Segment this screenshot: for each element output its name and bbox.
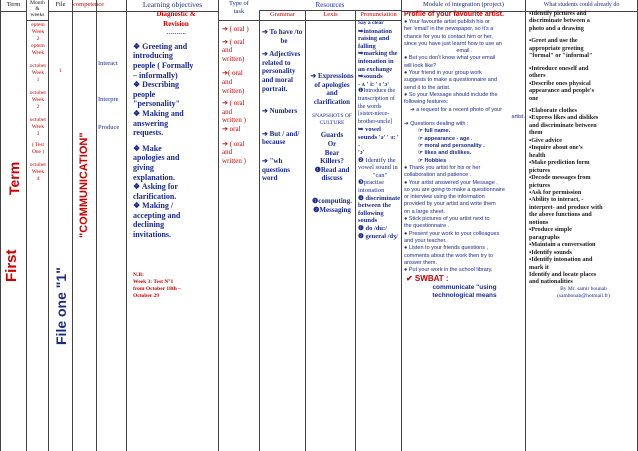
file-column <box>48 0 72 451</box>
student-line: ▪Decode messages from <box>529 174 591 182</box>
student-line: appearance and people's <box>529 87 594 95</box>
pron-line: - ʌ ' i: ' ɪ 'ɔ' <box>358 80 390 88</box>
month-column <box>26 0 48 451</box>
nb-from: from October 18th – <box>133 286 181 292</box>
grammar-line: portrait. <box>262 84 288 93</box>
student-line: ▪Maintain a conversation <box>529 241 596 249</box>
student-line: Identify and locate places <box>529 270 597 278</box>
student-line: ▪Describe ones physical <box>529 79 591 87</box>
student-line: pictures <box>529 181 551 189</box>
file-label: File one "1" <box>53 267 69 345</box>
lexis-list <box>308 72 356 214</box>
module-title: Profile of your favourite artist. <box>404 11 504 18</box>
task-column <box>218 0 259 451</box>
pron-line: ❶ do /du:/ <box>358 225 387 233</box>
objective-line: clarification. <box>133 191 177 201</box>
objective-line: ………. <box>166 30 186 37</box>
objective-line: people ( Formally <box>133 60 194 70</box>
module-swbat: ✔ SWBAT : <box>406 274 449 284</box>
task-line: ➔ ( oral ) <box>222 25 249 33</box>
month-amp: & <box>35 6 40 12</box>
week-line: Week <box>31 169 45 175</box>
student-line: ▪Greet and use the <box>529 37 578 45</box>
competence-label: "COMMUNICATION" <box>78 132 90 238</box>
module-line: ● Your artist answered your Message , <box>404 179 498 186</box>
students-column <box>525 0 638 451</box>
objective-line: Revision <box>163 19 189 28</box>
lexis-line: of apologies <box>314 80 350 89</box>
pronunciation-column <box>355 10 401 451</box>
student-line: "formal" or "informal" <box>529 52 593 60</box>
pron-line: ❸practise <box>358 179 385 187</box>
module-line: comments about the work then try to <box>404 252 493 259</box>
lexis-column <box>305 10 355 451</box>
student-line: one <box>529 94 539 102</box>
pron-line: sounds 'ə' ' ɜ: ' - <box>358 133 399 149</box>
pron-line: ➥intonation <box>358 27 392 35</box>
grammar-line: personality <box>262 67 296 76</box>
week-line: Week <box>31 124 45 130</box>
module-line: since you have just learnt how to use an <box>404 40 502 47</box>
competences-column <box>96 0 126 451</box>
student-line: the above functions and <box>529 211 592 219</box>
grammar-line: related to <box>262 58 291 67</box>
module-line: will look like? <box>404 62 437 69</box>
module-line: or interview using the information <box>404 194 485 201</box>
nb-note <box>133 272 217 300</box>
student-line: ▪Identify intonation and <box>529 256 593 264</box>
week-line: 2 <box>36 104 40 110</box>
module-column <box>401 0 525 451</box>
module-line: on a large sheet. <box>404 208 445 215</box>
objectives-list <box>133 10 219 240</box>
student-line: ▪Identify sounds <box>529 248 572 256</box>
objective-line: Diagnostic & <box>156 10 196 18</box>
student-line: discriminate between a <box>529 17 590 25</box>
grammar-line: word <box>262 174 278 183</box>
task-line: ➔ ( oral <box>222 99 245 108</box>
lexis-line: ❶Read and <box>314 165 350 174</box>
pron-line: vowel sound in <box>358 164 398 172</box>
objective-line: invitations. <box>133 230 172 240</box>
lexis-line: Or <box>327 139 337 148</box>
task-line: written) <box>222 86 245 95</box>
nb-test: Week 3: Test N°1 <box>133 279 174 285</box>
objective-line: "personality" <box>133 99 181 109</box>
objective-line: ❖ Make <box>133 143 162 153</box>
weeks-list <box>27 22 49 183</box>
student-line: and discriminate between <box>529 121 597 129</box>
lexis-line: ❷Messaging <box>313 205 351 214</box>
pron-line: between the <box>358 202 392 210</box>
grammar-line: ➔ To have /to <box>262 28 303 36</box>
module-body <box>404 11 525 300</box>
student-line: notions <box>529 218 549 226</box>
author-email: (sambonab@hotmail.fr) <box>557 293 610 300</box>
pron-line: ➥sounds <box>358 73 383 81</box>
objective-line: ❖ Describing <box>133 80 180 90</box>
pron-line: sounds <box>358 217 378 225</box>
module-line: so you are going to make a questionnaire <box>404 186 505 193</box>
objective-line: answering <box>133 118 169 128</box>
pron-line: [sister-niece- <box>358 111 390 118</box>
grammar-line: questions <box>262 165 291 174</box>
module-line: ➔ a request for a recent photo of your <box>410 106 503 113</box>
task-line: ➔ ( oral <box>222 37 245 46</box>
student-line: health <box>529 151 546 159</box>
student-line: photo and a drawing <box>529 24 584 32</box>
lexis-line: CULTURE <box>319 120 345 127</box>
month-header <box>27 0 48 21</box>
grammar-line: because <box>262 138 286 147</box>
file-header: File <box>49 0 72 12</box>
week-line: ( Test <box>31 142 45 148</box>
pron-line: "can" <box>372 171 388 179</box>
module-line: send it to the artist. <box>404 84 451 91</box>
task-title2: task <box>233 8 245 15</box>
week-line: 4 <box>36 176 40 182</box>
lexis-line: ➔ Expressions <box>310 72 354 80</box>
pron-line: falling <box>358 42 376 50</box>
week-line: 3 <box>36 131 40 137</box>
objective-line: ❖ Making / <box>133 201 174 211</box>
pronunciation-header: Pronunciation <box>356 10 401 21</box>
student-line: paragraphs <box>529 233 560 241</box>
module-line: ● So your Message should include the <box>404 91 498 98</box>
module-line: ☞ Hobbies <box>418 157 447 164</box>
task-line: written) <box>222 54 245 63</box>
lexis-line: ❶computing. <box>312 196 352 205</box>
lexis-line: discuss <box>321 174 343 183</box>
objective-line: apologies and <box>133 153 180 163</box>
pron-line: the words <box>358 103 382 110</box>
grammar-line: and moral <box>262 75 293 84</box>
objectives-header: Learning objectives <box>127 0 218 12</box>
week-line: Week <box>31 50 45 56</box>
student-line: and nationalities <box>529 278 573 286</box>
pron-line: ➥marking the <box>358 50 398 58</box>
task-line: and <box>222 148 233 157</box>
week-line: october <box>29 162 47 168</box>
lexis-line: and <box>326 89 338 98</box>
module-line: ☞ appearance - age . <box>418 135 473 142</box>
grammar-line: ➔ Numbers <box>262 107 298 116</box>
task-line: written ) <box>222 156 246 165</box>
pron-line: raising and <box>358 35 390 43</box>
term-label: First <box>3 249 20 282</box>
module-line: ➔ Questions dealing with : <box>404 121 469 128</box>
competence-header: competence <box>73 0 96 12</box>
week-line: 1 <box>36 77 40 83</box>
objective-line: explanation. <box>133 172 176 182</box>
module-line: artist. <box>511 113 525 120</box>
month-weeks: weeks <box>30 12 45 18</box>
week-line: Week <box>31 29 45 35</box>
week-line: eptem <box>31 22 45 28</box>
month-title: Month <box>30 0 45 6</box>
term-header: Term <box>1 0 26 12</box>
grammar-line: ➔ Adjectives <box>262 50 301 59</box>
student-line: mark it <box>529 263 549 271</box>
task-list <box>222 25 260 165</box>
module-line: email . <box>456 48 473 55</box>
student-line: interpret- and produce with <box>529 203 603 211</box>
pron-line: an exchange <box>358 65 393 73</box>
author-line: By Mr. samir bounab <box>560 285 607 292</box>
grammar-column <box>259 10 305 451</box>
pron-line: transcription of <box>358 95 395 102</box>
competence-interpret: Interpre <box>98 96 119 103</box>
module-header: Module of integration (project) <box>402 0 525 12</box>
module-line: ● Present your work to your colleagues <box>404 230 500 237</box>
nb-title: N.B: <box>133 272 144 278</box>
objectives-column <box>126 0 218 451</box>
module-line: ● But you don't know what your email <box>404 55 496 62</box>
week-line: october <box>29 63 47 69</box>
lexis-line: SNAPSHOTS OF <box>312 113 352 120</box>
task-line: and <box>222 107 233 116</box>
module-line: ☞ moral and personality . <box>418 143 485 150</box>
pron-line: ❹ discriminate <box>358 194 401 202</box>
pron-line: brother-uncle] <box>358 118 393 125</box>
objective-line: requests. <box>133 128 164 138</box>
module-line: ● Thank you artist for his or her <box>404 164 481 171</box>
module-line: and your teacher. <box>404 237 447 244</box>
objective-line: giving <box>133 162 154 172</box>
student-line: ▪Ability to interact, - <box>529 196 584 204</box>
objective-line: accepting and <box>133 210 181 220</box>
week-line: Week <box>31 70 45 76</box>
module-swbat-line: technological means <box>432 292 497 300</box>
objective-line: people <box>133 89 156 99</box>
grammar-line <box>262 116 306 124</box>
pronunciation-list <box>358 20 402 240</box>
student-line: ▪Ask for permission <box>529 188 582 196</box>
student-line: them <box>529 129 543 137</box>
objective-line: introducing <box>133 51 173 61</box>
module-line: following features: <box>404 99 449 106</box>
student-line: ▪Identify pictures and <box>529 10 587 17</box>
grammar-line: be <box>280 36 288 45</box>
student-line: ▪Express likes and dislikes <box>529 114 599 122</box>
lexis-line: clarification <box>313 97 351 106</box>
pron-line: ❷ Identify the <box>358 156 396 164</box>
student-line: ▪Elaborate clothes <box>529 106 578 114</box>
objective-line: ❖ Asking for <box>133 182 178 192</box>
pron-line: Say a clear <box>358 20 384 26</box>
lexis-line <box>308 106 356 113</box>
pron-line: 'ɔ' <box>358 149 365 157</box>
grammar-header: Grammar <box>260 10 305 21</box>
student-line: others <box>529 72 546 80</box>
student-line: ▪Produce simple <box>529 226 572 234</box>
grammar-line: ➔ "wh <box>262 156 283 165</box>
student-line: pictures <box>529 166 551 174</box>
objective-line: – informally) <box>133 70 178 80</box>
competence-interact: Interact <box>98 60 118 67</box>
pron-line: ➥ vowel <box>358 126 381 134</box>
task-line: and <box>222 77 233 86</box>
week-line: Week <box>31 97 45 103</box>
module-line: ☞ full name. <box>418 128 451 135</box>
lexis-line: Killers? <box>320 157 344 166</box>
student-line: appropriate greeting <box>529 44 584 52</box>
task-line: ➔ oral <box>222 124 241 133</box>
module-line: ● Your favourite artist publish his or <box>404 19 490 25</box>
lexis-line: Bear <box>324 148 340 157</box>
module-line: suggests to make a questionnaire and <box>404 77 497 84</box>
module-line: ● Put your work in the school library. <box>404 267 493 274</box>
module-line: provided by your artist and write them <box>404 201 496 208</box>
pron-line: ❶Introduce the <box>358 88 396 95</box>
file-number: 1 <box>59 68 62 74</box>
student-line: ▪Introduce oneself and <box>529 64 589 72</box>
week-line: 2 <box>36 36 40 42</box>
competence-produce: Produce <box>98 124 120 131</box>
pron-line: intonation <box>358 187 385 195</box>
lexis-header: Lexis <box>306 10 355 21</box>
module-line: ☞ likes and dislikes. <box>418 150 472 157</box>
task-title: Type of <box>229 0 249 7</box>
nb-to: October 29 <box>133 293 160 299</box>
module-line: ● Listen to your friends questions , <box>404 245 489 252</box>
pron-line: following <box>358 209 384 217</box>
week-line: october <box>29 90 47 96</box>
week-line: october <box>29 117 47 123</box>
task-line: ➔( oral <box>222 69 243 78</box>
resources-title: Resources <box>315 1 345 9</box>
objective-line: ❖ Making and <box>133 108 184 118</box>
module-line: ● Stick pictures of you artist next to <box>404 216 490 223</box>
grammar-line <box>262 93 306 101</box>
week-line: eptem <box>31 43 45 49</box>
task-line: and <box>222 46 233 55</box>
pron-line: ❷ general /dʒ/ <box>358 232 398 240</box>
module-line: ● Your friend in your group work <box>404 70 482 77</box>
lexis-line <box>308 183 356 191</box>
objective-line: ❖ Greeting and <box>133 41 188 51</box>
objective-line: declining <box>133 220 165 230</box>
module-line: her 'email' in the newspaper, so it's a <box>404 26 494 33</box>
task-header <box>219 0 259 21</box>
competences-header <box>97 0 126 12</box>
competence-column <box>72 0 105 451</box>
module-line: chance for you to contact him or her, <box>404 33 493 40</box>
student-line: ▪Give advice <box>529 136 562 144</box>
module-line: the questionnaire . <box>404 223 450 230</box>
students-header: What students could already do <box>526 0 637 12</box>
grammar-line: ➔ But / and/ <box>262 129 300 138</box>
pron-line: intonation in <box>358 57 394 65</box>
term-column <box>0 0 26 451</box>
week-line: One ) <box>31 149 45 155</box>
module-swbat-line: communicate "using <box>432 284 497 292</box>
students-list <box>529 10 638 301</box>
grammar-list <box>262 28 306 183</box>
term-rotated: Term <box>6 161 22 195</box>
student-line: ▪Inquire about one's <box>529 144 583 152</box>
student-line: ▪Make prediction form <box>529 159 590 167</box>
module-line: answer them. <box>404 259 438 266</box>
task-line: written ) <box>222 116 246 125</box>
module-line: collaboration and patience . <box>404 172 472 179</box>
lexis-line: Guards <box>320 131 344 140</box>
task-line: ➔ ( oral <box>222 139 245 148</box>
